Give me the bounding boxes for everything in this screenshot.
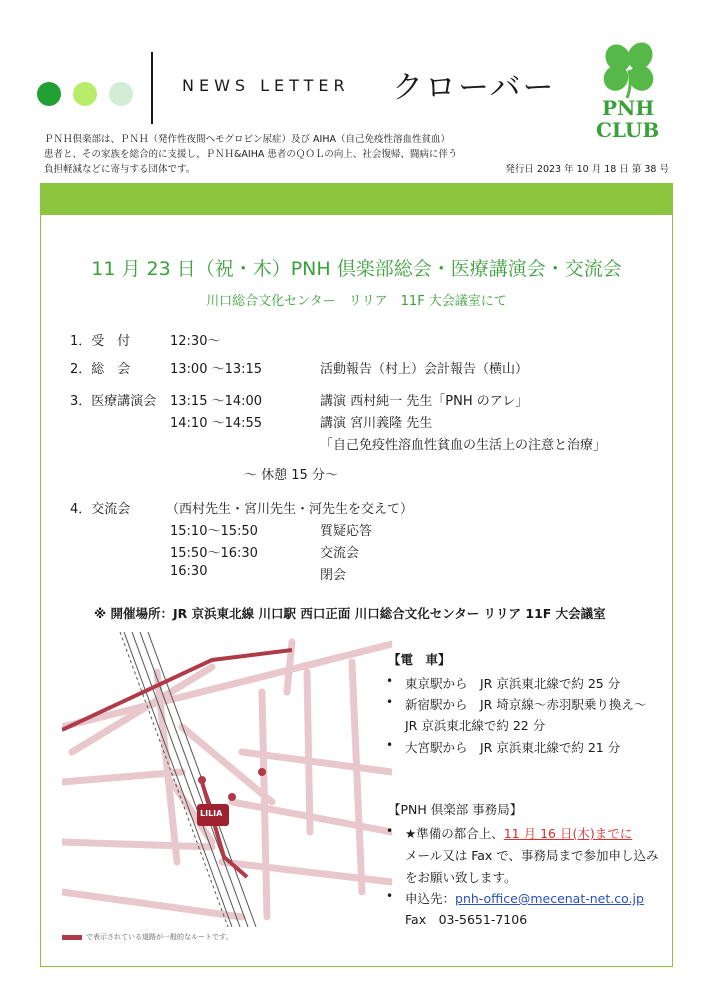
status-dot-pale [109, 82, 133, 106]
lilia-building-label: LILIA [200, 809, 223, 818]
bullet-icon: • [386, 695, 394, 709]
exchange-guests: （西村先生・宮川先生・河先生を交えて） [166, 502, 414, 517]
status-dot-green [37, 82, 61, 106]
newsletter-label: NEWS LETTER [182, 76, 350, 95]
program-label-3: 3．医療講演会 [70, 394, 157, 409]
program-desc-4: 講演 宮川義隆 先生 [320, 416, 433, 431]
logo-text-pnh: PNH [602, 96, 655, 120]
bullet-icon: • [386, 824, 394, 838]
train-heading: 【電 車】 [388, 652, 451, 667]
exchange-desc-1: 質疑応答 [320, 524, 373, 539]
event-venue: 川口総合文化センター リリア 11F 大会議室にて [206, 294, 507, 309]
bullet-icon: • [386, 674, 394, 688]
bullet-icon: • [386, 889, 394, 903]
exchange-time-2: 15:50～16:30 [170, 546, 258, 561]
notice-line-3: をお願い致します。 [405, 870, 517, 885]
program-time-1: 12:30～ [170, 334, 221, 349]
exchange-label: 4．交流会 [70, 502, 131, 517]
issue-info: 発行日 2023 年 10 月 18 日 第 38 号 [505, 164, 669, 175]
program-desc-2: 活動報告（村上）会計報告（横山） [320, 362, 529, 377]
pnh-club-logo [596, 40, 666, 140]
program-label-1: 1．受 付 [70, 334, 131, 349]
exchange-time-3: 16:30 [170, 564, 208, 579]
map-legend-swatch [62, 935, 82, 940]
exchange-desc-2: 交流会 [320, 546, 360, 561]
org-description-1: ＰＮＨ倶楽部は、ＰＮＨ（発作性夜間へモグロビン尿症）及び AIHA（自己免疫性溶血性貧血） [44, 134, 450, 145]
train-item-1: 東京駅から JR 京浜東北線で約 25 分 [405, 676, 621, 691]
newsletter-title: クローバー [392, 70, 556, 106]
program-time-4: 14:10 ～14:55 [170, 416, 263, 431]
exchange-desc-3: 閉会 [320, 568, 347, 583]
bullet-icon: • [386, 738, 394, 752]
office-heading: 【PNH 倶楽部 事務局】 [388, 802, 523, 817]
map-caption: で表示されている道路が一般的なルートです。 [86, 933, 233, 941]
green-band [40, 183, 673, 215]
apply-label: 申込先： [405, 891, 456, 906]
exchange-time-1: 15:10～15:50 [170, 524, 258, 539]
logo-text-club: CLUB [596, 118, 660, 142]
notice-line-2: メール又は Fax で、事務局まで参加申し込み [405, 848, 659, 863]
fax-number: Fax 03-5651-7106 [405, 912, 528, 927]
notice-line-1 [405, 824, 632, 842]
break-text: ～ 休憩 15 分～ [244, 468, 338, 483]
train-item-2: 新宿駅から JR 埼京線～赤羽駅乗り換え～ [405, 697, 647, 712]
notice-deadline: 11 月 16 日(木)までに [503, 826, 633, 841]
status-dot-lightgreen [73, 82, 97, 106]
apply-line [405, 889, 644, 907]
event-title: 11 月 23 日（祝・木）PNH 倶楽部総会・医療講演会・交流会 [91, 258, 622, 280]
access-map [62, 632, 392, 927]
org-description-3: 負担軽減などに寄与する団体です。 [44, 164, 196, 175]
program-time-3: 13:15 ～14:00 [170, 394, 263, 409]
map-illustration [62, 632, 392, 927]
location-note: ※ 開催場所：JR 京浜東北線 川口駅 西口正面 川口総合文化センター リリア 11F 大会議室 [94, 606, 606, 621]
train-item-2-cont: JR 京浜東北線で約 22 分 [405, 718, 546, 733]
program-label-2: 2．総 会 [70, 362, 131, 377]
program-time-2: 13:00 ～13:15 [170, 362, 263, 377]
org-description-2: 患者と、その家族を総合的に支援し、ＰＮＨ&AIHA 患者のＱＯＬの向上、社会復帰、闘病に伴う [44, 149, 458, 160]
header-divider [151, 52, 153, 124]
train-item-3: 大宮駅から JR 京浜東北線で約 21 分 [405, 740, 621, 755]
program-desc-3: 講演 西村純一 先生「PNH のアレ」 [320, 394, 529, 409]
program-desc-5: 「自己免疫性溶血性貧血の生活上の注意と治療」 [320, 438, 607, 453]
clover-icon [596, 40, 666, 100]
notice-prefix: ★準備の都合上、 [405, 826, 504, 841]
email-link[interactable]: pnh-office@mecenat-net.co.jp [455, 891, 644, 906]
